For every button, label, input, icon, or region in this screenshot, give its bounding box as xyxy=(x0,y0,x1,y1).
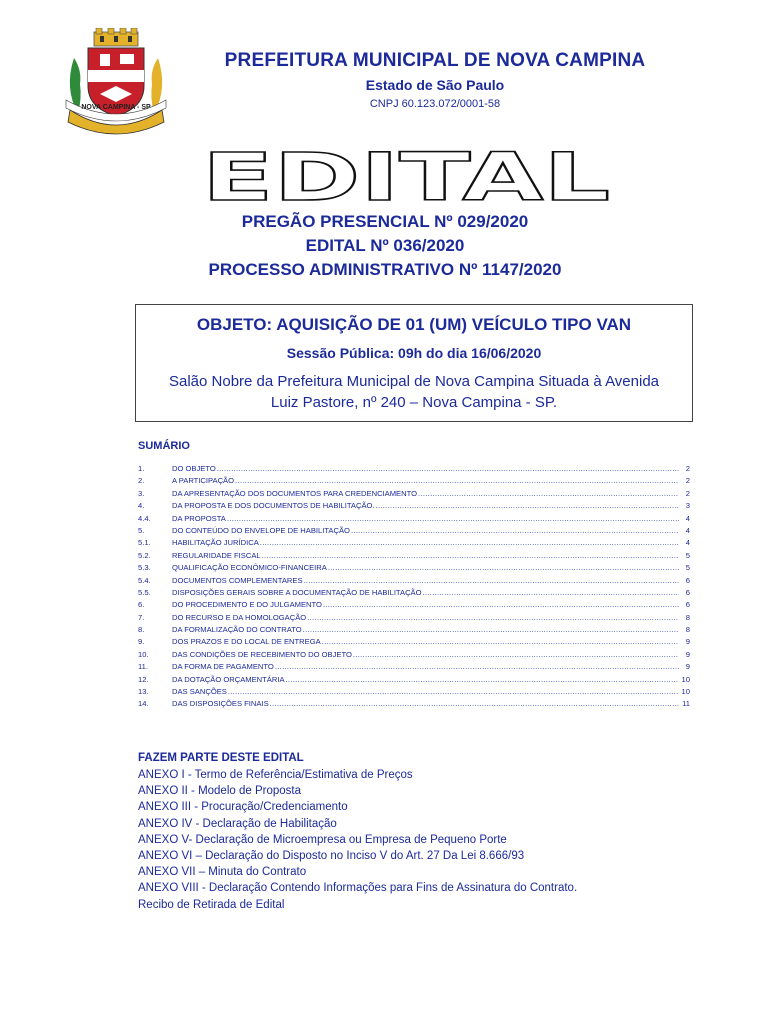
toc-entry-page: 6 xyxy=(685,587,690,597)
toc-leader-dots xyxy=(270,699,679,708)
annex-list xyxy=(138,752,738,913)
session-location xyxy=(136,371,692,413)
table-of-contents xyxy=(138,440,690,712)
edital-banner xyxy=(196,144,616,208)
annex-item: ANEXO II - Modelo de Proposta xyxy=(138,785,301,798)
toc-leader-dots xyxy=(228,687,679,696)
toc-entry[interactable] xyxy=(138,588,690,600)
toc-entry-title: DA PROPOSTA E DOS DOCUMENTOS DE HABILITAÇÃO. xyxy=(172,501,375,511)
toc-entry-number: 9. xyxy=(138,637,145,647)
toc-entry-title: DO PROCEDIMENTO E DO JULGAMENTO xyxy=(172,600,322,610)
location-line-2: Luiz Pastore, nº 240 – Nova Campina - SP. xyxy=(270,394,558,411)
toc-entry-number: 5. xyxy=(138,525,145,535)
toc-entry[interactable] xyxy=(138,699,690,711)
toc-entry-number: 5.5. xyxy=(138,587,151,597)
toc-entry[interactable] xyxy=(138,514,690,526)
location-line-1: Salão Nobre da Prefeitura Municipal de Nova Campina Situada à Avenida xyxy=(168,373,660,390)
toc-leader-dots xyxy=(260,538,679,547)
toc-leader-dots xyxy=(328,563,679,572)
toc-entry-number: 5.3. xyxy=(138,563,151,573)
pregao-number: PREGÃO PRESENCIAL Nº 029/2020 xyxy=(241,212,529,231)
toc-heading: SUMÁRIO xyxy=(138,440,190,452)
toc-entry-page: 10 xyxy=(681,674,690,684)
toc-leader-dots xyxy=(322,637,679,646)
toc-entry[interactable] xyxy=(138,687,690,699)
toc-entry-page: 6 xyxy=(685,575,690,585)
annex-item: ANEXO I - Termo de Referência/Estimativa de Preços xyxy=(138,769,413,781)
objeto-title: OBJETO: AQUISIÇÃO DE 01 (UM) VEÍCULO TIPO VAN xyxy=(196,315,632,334)
toc-entry-title: DO OBJETO xyxy=(172,464,216,473)
state-subtitle: Estado de São Paulo xyxy=(365,77,505,93)
annex-item: ANEXO VII – Minuta do Contrato xyxy=(138,866,307,879)
sessao-publica: Sessão Pública: 09h do dia 16/06/2020 xyxy=(286,345,542,361)
toc-entry-number: 3. xyxy=(138,488,145,498)
toc-entry-number: 13. xyxy=(138,687,149,697)
toc-entry-number: 12. xyxy=(138,674,149,684)
toc-entry-page: 6 xyxy=(685,600,690,610)
toc-entry-title: DA FORMALIZAÇÃO DO CONTRATO xyxy=(172,625,302,635)
toc-entry[interactable] xyxy=(138,476,690,488)
toc-entry-title: DAS DISPOSIÇÕES FINAIS xyxy=(172,699,269,709)
toc-entry-title: DO RECURSO E DA HOMOLOGAÇÃO xyxy=(172,612,307,622)
toc-entry-title: DAS SANÇÕES xyxy=(172,687,227,697)
toc-entry[interactable] xyxy=(138,526,690,538)
toc-entry-number: 6. xyxy=(138,600,145,610)
annex-item: ANEXO V- Declaração de Microempresa ou Empresa de Pequeno Porte xyxy=(138,833,507,846)
toc-entry[interactable] xyxy=(138,637,690,649)
toc-entry[interactable] xyxy=(138,464,690,476)
municipality-title: PREFEITURA MUNICIPAL DE NOVA CAMPINA xyxy=(224,50,646,71)
toc-entry-page: 9 xyxy=(685,637,690,647)
municipal-crest-logo xyxy=(60,28,172,136)
toc-entry[interactable] xyxy=(138,675,690,687)
toc-leader-dots xyxy=(227,514,679,523)
edital-word: EDITAL xyxy=(202,144,610,208)
toc-leader-dots xyxy=(418,489,679,498)
toc-entry-title: DA APRESENTAÇÃO DOS DOCUMENTOS PARA CREDENCIAMENTO xyxy=(172,488,418,498)
toc-entry[interactable] xyxy=(138,650,690,662)
toc-entry-title: DAS CONDIÇÕES DE RECEBIMENTO DO OBJETO xyxy=(172,649,352,659)
toc-leader-dots xyxy=(351,526,679,535)
toc-leader-dots xyxy=(303,625,679,634)
toc-entry-page: 2 xyxy=(685,476,690,486)
toc-leader-dots xyxy=(235,476,679,485)
toc-entry-title: A PARTICIPAÇÃO xyxy=(172,476,235,486)
toc-entry-title: QUALIFICAÇÃO ECONÔMICO-FINANCEIRA xyxy=(172,563,327,573)
toc-entry-page: 9 xyxy=(685,662,690,672)
annex-item: ANEXO IV - Declaração de Habilitação xyxy=(138,817,337,830)
toc-entry-title: DOS PRAZOS E DO LOCAL DE ENTREGA xyxy=(172,637,321,647)
toc-entry[interactable] xyxy=(138,662,690,674)
processo-number: PROCESSO ADMINISTRATIVO Nº 1147/2020 xyxy=(208,260,562,279)
toc-entry-page: 4 xyxy=(685,525,690,535)
toc-entry-title: DOCUMENTOS COMPLEMENTARES xyxy=(172,575,303,585)
annex-item: ANEXO VIII - Declaração Contendo Informações para Fins de Assinatura do Contrato. xyxy=(138,882,578,895)
toc-entry[interactable] xyxy=(138,563,690,575)
toc-entry-title: DA FORMA DE PAGAMENTO xyxy=(172,662,274,672)
annex-item: Recibo de Retirada de Edital xyxy=(138,898,285,911)
edital-number: EDITAL Nº 036/2020 xyxy=(305,236,465,255)
toc-entry-number: 14. xyxy=(138,699,149,709)
toc-entry-title: REGULARIDADE FISCAL xyxy=(172,550,261,560)
toc-entry-number: 2. xyxy=(138,476,145,486)
svg-text:NOVA CAMPINA - SP: NOVA CAMPINA - SP xyxy=(81,104,151,111)
process-identifiers xyxy=(0,210,770,282)
cnpj-text: CNPJ 60.123.072/0001-58 xyxy=(369,98,501,110)
toc-entry-page: 11 xyxy=(682,699,690,709)
toc-entry-title: DA DOTAÇÃO ORÇAMENTÁRIA xyxy=(172,674,285,684)
toc-list xyxy=(138,464,690,712)
toc-entry-number: 10. xyxy=(138,649,149,659)
toc-entry-page: 2 xyxy=(685,464,690,473)
toc-entry-title: DISPOSIÇÕES GERAIS SOBRE A DOCUMENTAÇÃO DE HABILITAÇÃO xyxy=(172,587,422,597)
toc-entry[interactable] xyxy=(138,551,690,563)
annex-items xyxy=(138,767,738,913)
toc-entry-number: 11. xyxy=(138,662,148,672)
toc-leader-dots xyxy=(262,551,679,560)
toc-entry[interactable] xyxy=(138,489,690,501)
toc-entry[interactable] xyxy=(138,613,690,625)
toc-entry[interactable] xyxy=(138,501,690,513)
toc-leader-dots xyxy=(286,675,679,684)
toc-entry[interactable] xyxy=(138,625,690,637)
toc-entry-page: 2 xyxy=(685,488,690,498)
toc-leader-dots xyxy=(376,501,679,510)
toc-entry-number: 7. xyxy=(138,612,145,622)
toc-entry-page: 4 xyxy=(685,513,690,523)
toc-entry-page: 10 xyxy=(681,687,690,697)
toc-entry-title: DO CONTEÚDO DO ENVELOPE DE HABILITAÇÃO xyxy=(172,525,350,535)
toc-leader-dots xyxy=(217,464,679,473)
toc-leader-dots xyxy=(307,613,679,622)
toc-entry-number: 1. xyxy=(138,464,145,473)
toc-entry-number: 4. xyxy=(138,501,145,511)
toc-leader-dots xyxy=(423,588,679,597)
toc-entry-title: HABILITAÇÃO JURÍDICA xyxy=(172,538,259,548)
toc-entry-number: 5.1. xyxy=(138,538,151,548)
toc-entry-page: 8 xyxy=(685,612,690,622)
annex-item: ANEXO III - Procuração/Credenciamento xyxy=(138,801,348,814)
toc-leader-dots xyxy=(353,650,679,659)
toc-entry-number: 5.4. xyxy=(138,575,151,585)
toc-entry-page: 3 xyxy=(685,501,690,511)
toc-entry-number: 4.4. xyxy=(138,513,151,523)
toc-leader-dots xyxy=(304,576,679,585)
objeto-box xyxy=(135,304,693,422)
toc-entry-page: 9 xyxy=(685,649,690,659)
toc-entry-title: DA PROPOSTA xyxy=(172,513,226,523)
annex-heading: FAZEM PARTE DESTE EDITAL xyxy=(138,752,304,764)
toc-entry-page: 4 xyxy=(685,538,690,548)
toc-entry[interactable] xyxy=(138,576,690,588)
annex-item: ANEXO VI – Declaração do Disposto no Inciso V do Art. 27 Da Lei 8.666/93 xyxy=(138,850,525,863)
toc-entry-page: 5 xyxy=(685,550,690,560)
toc-entry-number: 5.2. xyxy=(138,550,151,560)
toc-entry[interactable] xyxy=(138,538,690,550)
header xyxy=(180,50,690,110)
toc-entry-number: 8. xyxy=(138,625,145,635)
toc-entry-page: 8 xyxy=(685,625,690,635)
toc-leader-dots xyxy=(275,662,679,671)
toc-entry[interactable] xyxy=(138,600,690,612)
toc-entry-page: 5 xyxy=(685,563,690,573)
toc-leader-dots xyxy=(323,600,679,609)
